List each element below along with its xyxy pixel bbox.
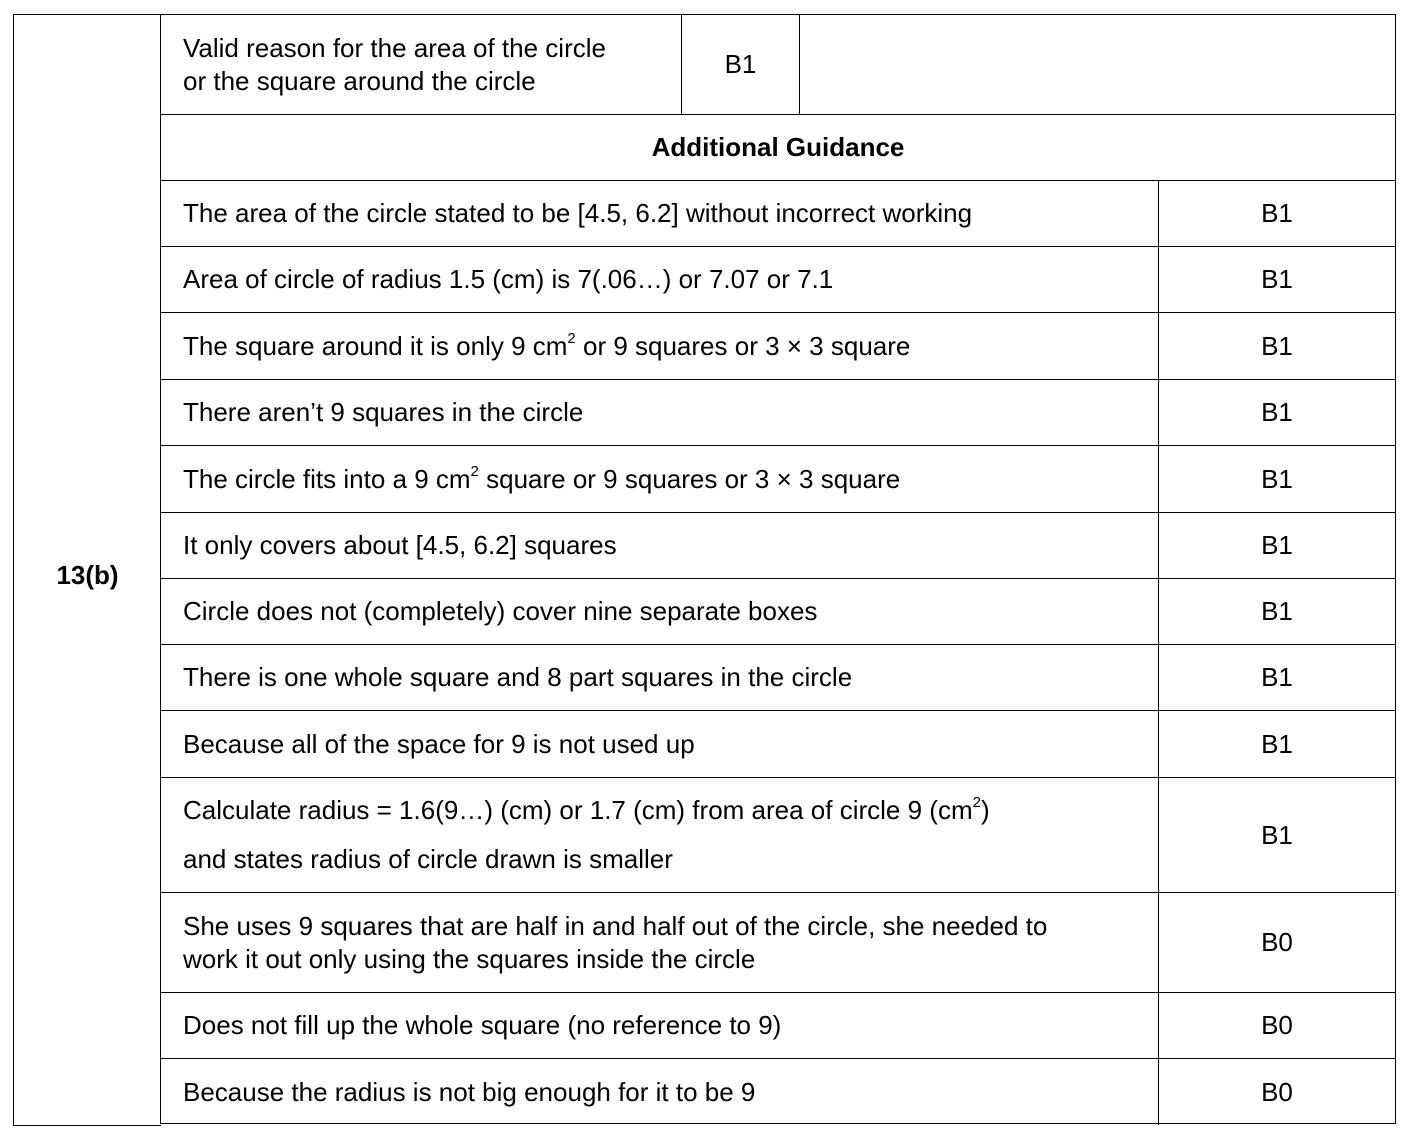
criterion-row — [161, 15, 1395, 115]
guidance-text-part: The square around it is only 9 cm — [183, 330, 568, 361]
criterion-comment — [800, 15, 1395, 114]
guidance-row — [161, 380, 1395, 446]
guidance-mark: B0 — [1261, 927, 1293, 957]
guidance-row — [161, 645, 1395, 711]
guidance-text: The area of the circle stated to be [4.5, 6.2] without incorrect working — [161, 181, 1159, 246]
criterion-text-line2: or the square around the circle — [183, 66, 536, 96]
guidance-mark: B1 — [1261, 198, 1293, 228]
guidance-row — [161, 993, 1395, 1059]
guidance-mark: B1 — [1261, 530, 1293, 560]
guidance-mark: B0 — [1261, 1010, 1293, 1040]
guidance-text-part: The circle fits into a 9 cm — [183, 463, 471, 494]
guidance-text: Circle does not (completely) cover nine separate boxes — [161, 579, 1159, 644]
guidance-rows — [161, 181, 1395, 1125]
guidance-row — [161, 313, 1395, 380]
guidance-row — [161, 513, 1395, 579]
guidance-mark: B1 — [1261, 662, 1293, 692]
guidance-text — [161, 893, 1159, 992]
guidance-text: Because all of the space for 9 is not used up — [161, 711, 1159, 777]
guidance-row — [161, 247, 1395, 313]
additional-guidance-heading: Additional Guidance — [161, 115, 1395, 181]
guidance-text-part: square or 9 squares or 3 × 3 square — [478, 463, 901, 494]
question-number-cell — [13, 14, 161, 1126]
guidance-row — [161, 778, 1395, 893]
guidance-text-line2: work it out only using the squares inside the circle — [183, 943, 756, 974]
guidance-mark: B1 — [1261, 330, 1293, 361]
guidance-text — [161, 778, 1159, 892]
guidance-text: Area of circle of radius 1.5 (cm) is 7(.06…) or 7.07 or 7.1 — [161, 247, 1159, 312]
mark-scheme-body — [160, 14, 1396, 1124]
criterion-text-line1: Valid reason for the area of the circle — [183, 33, 606, 63]
guidance-text — [161, 446, 1159, 512]
guidance-text-line2: and states radius of circle drawn is smaller — [183, 844, 673, 874]
guidance-mark: B1 — [1261, 463, 1293, 494]
superscript: 2 — [567, 329, 576, 347]
guidance-text-line1: She uses 9 squares that are half in and half out of the circle, she needed to — [183, 910, 1048, 941]
guidance-text: Because the radius is not big enough for it to be 9 — [161, 1059, 1159, 1125]
guidance-text-part: ) — [980, 795, 990, 825]
guidance-text-part: Calculate radius = 1.6(9…) (cm) or 1.7 (cm) from area of circle 9 (cm — [183, 795, 973, 825]
guidance-mark: B1 — [1261, 264, 1293, 294]
guidance-mark: B1 — [1261, 728, 1293, 759]
guidance-mark: B1 — [1261, 596, 1293, 626]
guidance-text-part: or 9 squares or 3 × 3 square — [575, 330, 911, 361]
guidance-row — [161, 711, 1395, 778]
guidance-row — [161, 893, 1395, 993]
criterion-mark — [682, 15, 800, 114]
guidance-row — [161, 579, 1395, 645]
superscript: 2 — [470, 462, 479, 480]
guidance-mark: B0 — [1261, 1076, 1293, 1107]
guidance-text: Does not fill up the whole square (no reference to 9) — [161, 993, 1159, 1058]
superscript: 2 — [972, 794, 981, 811]
guidance-text — [161, 313, 1159, 379]
guidance-row — [161, 446, 1395, 513]
guidance-mark: B1 — [1261, 397, 1293, 427]
guidance-mark: B1 — [1261, 819, 1293, 850]
guidance-row — [161, 1059, 1395, 1125]
guidance-text: There aren’t 9 squares in the circle — [161, 380, 1159, 445]
mark-scheme-table — [13, 14, 1397, 1126]
guidance-row — [161, 181, 1395, 247]
guidance-text: There is one whole square and 8 part squares in the circle — [161, 645, 1159, 710]
guidance-text: It only covers about [4.5, 6.2] squares — [161, 513, 1159, 578]
criterion-mark-value: B1 — [724, 49, 757, 79]
criterion-text — [161, 15, 682, 114]
question-number: 13(b) — [56, 559, 119, 590]
